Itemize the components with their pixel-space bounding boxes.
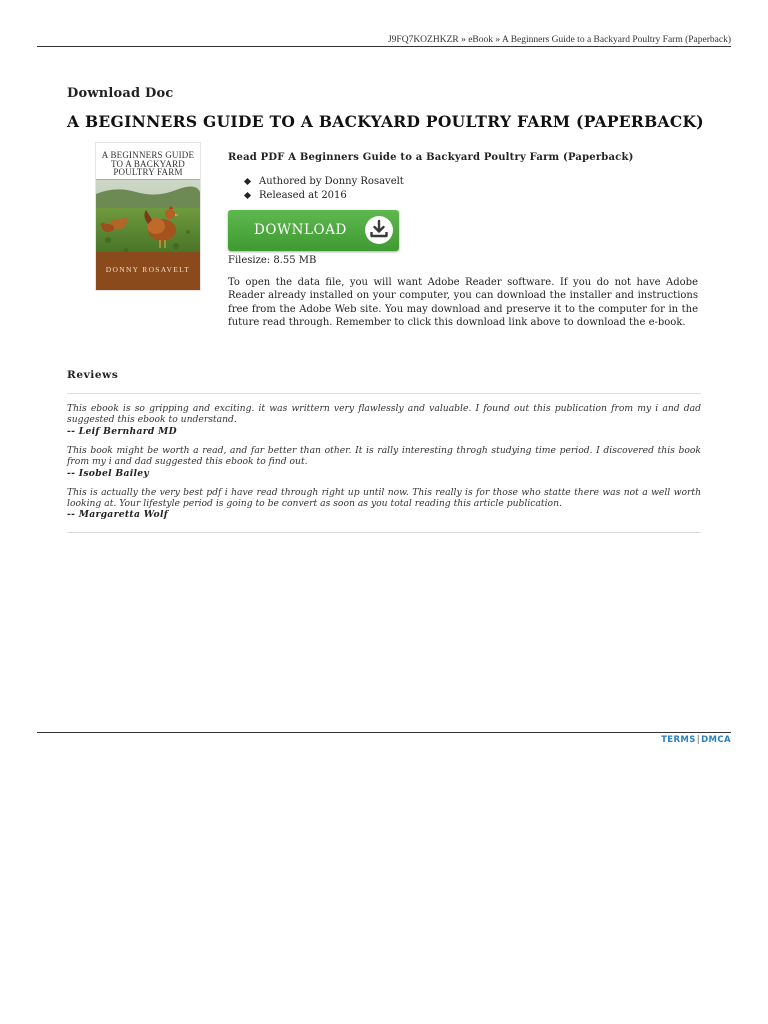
breadcrumb: J9FQ7KOZHKZR » eBook » A Beginners Guide to a Backyard Poultry Farm (Paperback) <box>387 35 731 45</box>
review-author: -- Leif Bernhard MD <box>67 425 177 437</box>
cover-title-line: A BEGINNERS GUIDE <box>101 150 195 160</box>
cover-title-line: POULTRY FARM <box>113 167 183 177</box>
review-item <box>67 487 701 522</box>
review-author: -- Isobel Bailey <box>67 467 150 479</box>
header-rule <box>37 46 731 47</box>
review-author: -- Margaretta Wolf <box>67 509 169 521</box>
reviews-heading: Reviews <box>67 369 119 381</box>
cover-title <box>96 151 200 177</box>
instructions-paragraph: To open the data file, you will want Adobe Reader software. If you do not have Adobe Reader already installed on your computer, you can download the installer and instructions free from the Adobe Web site. You may download and preserve it to the computer for in the future read through. Remember to click this download link above to download the e-book. <box>228 277 698 329</box>
review-text: This ebook is so gripping and exciting. it was writtern very flawlessly and valuable. I found out this publication from my i and dad suggested this ebook to understand. <box>67 403 701 426</box>
footer-separator: | <box>696 735 701 745</box>
download-button-label: DOWNLOAD <box>254 222 347 238</box>
page-title: A BEGINNERS GUIDE TO A BACKYARD POULTRY FARM (PAPERBACK) <box>67 112 704 131</box>
read-pdf-heading: Read PDF A Beginners Guide to a Backyard Poultry Farm (Paperback) <box>228 152 634 163</box>
filesize: Filesize: 8.55 MB <box>228 255 317 266</box>
dmca-link[interactable]: DMCA <box>701 735 731 745</box>
page-kicker: Download Doc <box>67 86 174 101</box>
cover-author-band <box>96 252 200 290</box>
book-meta-list <box>228 175 404 202</box>
download-icon <box>364 215 394 245</box>
book-cover <box>96 143 200 290</box>
authored-by: Authored by Donny Rosavelt <box>228 175 404 189</box>
review-text: This book might be worth a read, and far better than other. It is rally interesting throgh studying time period. I discovered this book from my i and dad suggested this ebook to find out. <box>67 444 701 468</box>
footer-rule <box>37 732 731 733</box>
reviews-list <box>67 403 701 528</box>
cover-title-line: TO A BACKYARD <box>111 158 185 169</box>
cover-author: DONNY ROSAVELT <box>105 265 191 274</box>
download-button[interactable] <box>228 210 399 251</box>
review-item <box>67 403 701 438</box>
reviews-bottom-divider <box>67 532 701 533</box>
terms-link[interactable]: TERMS <box>661 735 696 745</box>
release-year: Released at 2016 <box>228 189 404 203</box>
review-text: This is actually the very best pdf i have read through right up until now. This really is for those who statte there was not a well worth looking at. Your lifestyle period is going to be convert as soon as you total reading this article publication. <box>67 486 701 510</box>
review-item <box>67 445 701 480</box>
footer-links <box>661 735 731 745</box>
reviews-top-divider <box>67 393 701 394</box>
